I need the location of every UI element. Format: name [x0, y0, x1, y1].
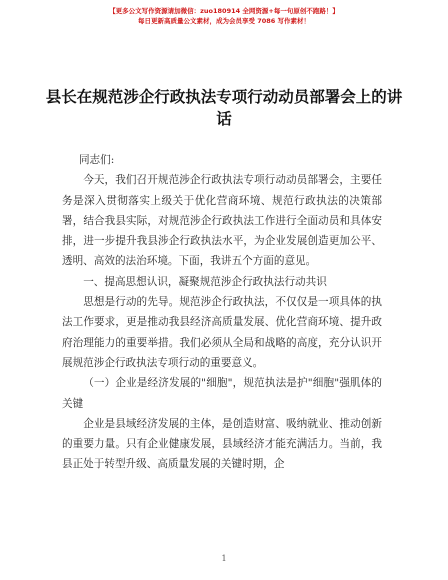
promo-banner-line-2: 每日更新高质量公文素材，成为会员享受 7086 写作素材！	[137, 17, 311, 25]
subsection-paragraph: 企业是县域经济发展的主体，是创造财富、吸纳就业、推动创新的重要力量。只有企业健康发展，县域经济才能充满活力。当前，我县正处于转型升级、高质量发展的关键时期，企	[62, 417, 382, 471]
promo-banner-line-1: 【更多公文写作资源请加微信：zuo180914 全网资源+每一句原创不跑路！】	[109, 7, 339, 15]
section-paragraph: 思想是行动的先导。规范涉企行政执法，不仅仅是一项具体的执法工作要求，更是推动我县经济高质量发展、优化营商环境、提升政府治理能力的重要举措。我们必须从全局和战略的高度，充分认识开展规范涉企行政执法专项行动的重要意义。	[62, 296, 382, 369]
section-heading: 一、提高思想认识，凝聚规范涉企行政执法行动共识	[83, 275, 327, 288]
greeting: 同志们:	[78, 154, 115, 166]
page-number: 1	[221, 554, 227, 563]
document-body	[62, 150, 382, 475]
document-title: 县长在规范涉企行政执法专项行动动员部署会上的讲话	[45, 88, 403, 128]
promo-banner	[0, 6, 448, 26]
intro-paragraph: 今天，我们召开规范涉企行政执法专项行动动员部署会，主要任务是深入贯彻落实上级关于优化营商环境、规范行政执法的决策部署，结合我县实际，对规范涉企行政执法工作进行全面动员和具体安排，进一步提升我县涉企行政执法水平，为企业发展创造更加公平、透明、高效的法治环境。下面，我讲五个方面的意见。	[62, 174, 382, 268]
subsection-heading: （一）企业是经济发展的"细胞"，规范执法是护"细胞"强肌体的关键	[62, 377, 382, 410]
